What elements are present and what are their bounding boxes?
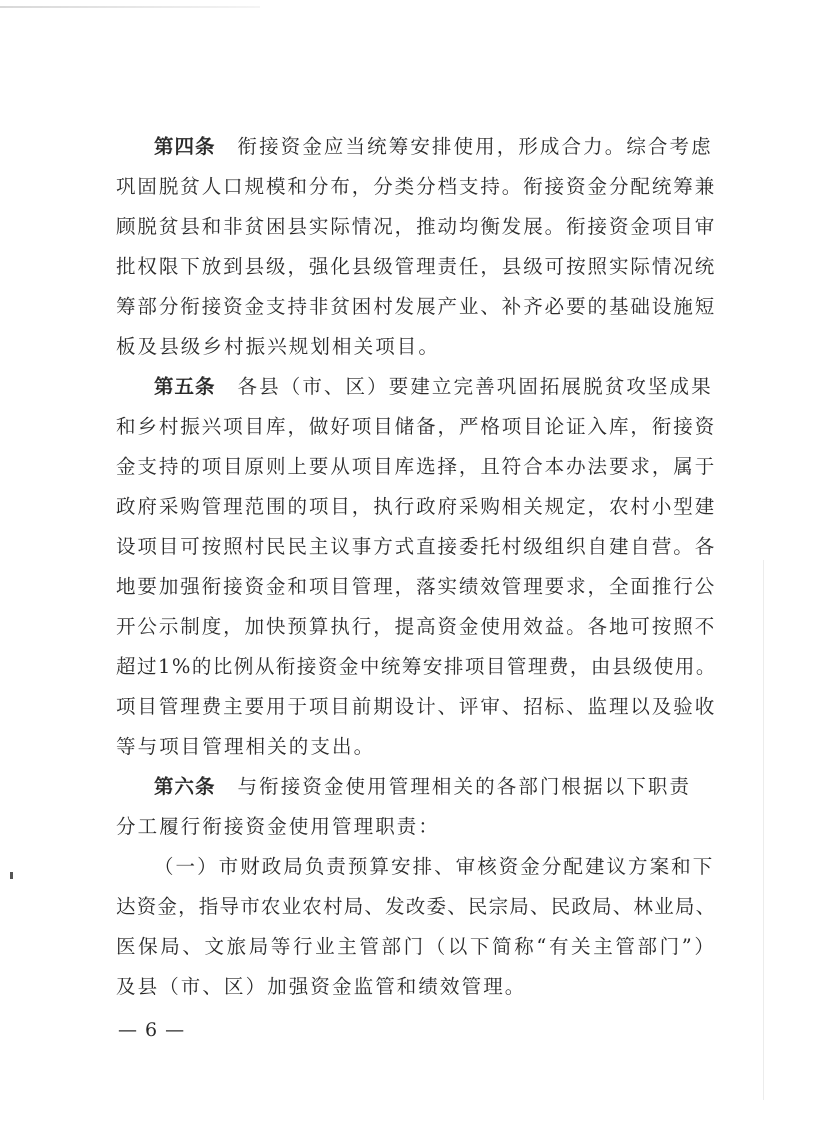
article6-first-line (154, 767, 714, 807)
article5-line-3: 金支持的项目原则上要从项目库选择，且符合本办法要求，属于 (116, 455, 716, 478)
article4-heading: 第四条 (154, 135, 216, 158)
article6-line-1: 与衔接资金使用管理相关的各部门根据以下职责 (237, 775, 692, 798)
article5-line-10: 等与项目管理相关的支出。 (116, 735, 376, 758)
article5-line-2: 和乡村振兴项目库，做好项目储备，严格项目论证入库，衔接资 (116, 415, 716, 438)
article4-line-3: 顾脱贫县和非贫困县实际情况，推动均衡发展。衔接资金项目审 (116, 215, 716, 238)
scan-edge-shadow (763, 560, 764, 1100)
item1-line-2: 达资金，指导市农业农村局、发改委、民宗局、民政局、林业局、 (116, 895, 717, 918)
article5-first-line (154, 367, 714, 407)
article4-line-2: 巩固脱贫人口规模和分布，分类分档支持。衔接资金分配统筹兼 (116, 175, 716, 198)
article6-line-2: 分工履行衔接资金使用管理职责： (116, 815, 441, 838)
page-number: — 6 — (118, 1019, 186, 1041)
article5-line-9: 项目管理费主要用于项目前期设计、评审、招标、监理以及验收 (116, 695, 716, 718)
article6-heading: 第六条 (154, 775, 216, 798)
article5-line-6: 地要加强衔接资金和项目管理，落实绩效管理要求，全面推行公 (116, 575, 716, 598)
article4-line-6: 板及县级乡村振兴规划相关项目。 (116, 335, 441, 358)
article5-line-1: 各县（市、区）要建立完善巩固拓展脱贫攻坚成果 (237, 375, 713, 398)
article4-line-4: 批权限下放到县级，强化县级管理责任，县级可按照实际情况统 (116, 255, 716, 278)
article5-line-7: 开公示制度，加快预算执行，提高资金使用效益。各地可按照不 (116, 615, 716, 638)
article4-first-line (154, 127, 714, 167)
article5-line-4: 政府采购管理范围的项目，执行政府采购相关规定，农村小型建 (116, 495, 716, 518)
margin-mark (10, 872, 13, 879)
article4-line-5: 筹部分衔接资金支持非贫困村发展产业、补齐必要的基础设施短 (116, 295, 716, 318)
article5-line-5: 设项目可按照村民民主议事方式直接委托村级组织自建自营。各 (116, 535, 716, 558)
article4-line-1: 衔接资金应当统筹安排使用，形成合力。综合考虑 (237, 135, 713, 158)
item1-line-3: 医保局、文旅局等行业主管部门（以下简称“有关主管部门”） (116, 935, 716, 958)
article5-line-8: 超过1%的比例从衔接资金中统筹安排项目管理费，由县级使用。 (116, 655, 717, 678)
item1-line-1: （一）市财政局负责预算安排、审核资金分配建议方案和下 (154, 855, 714, 878)
item1-line-4: 及县（市、区）加强资金监管和绩效管理。 (116, 975, 527, 998)
scan-artifact-line (0, 6, 260, 8)
article5-heading: 第五条 (154, 375, 216, 398)
